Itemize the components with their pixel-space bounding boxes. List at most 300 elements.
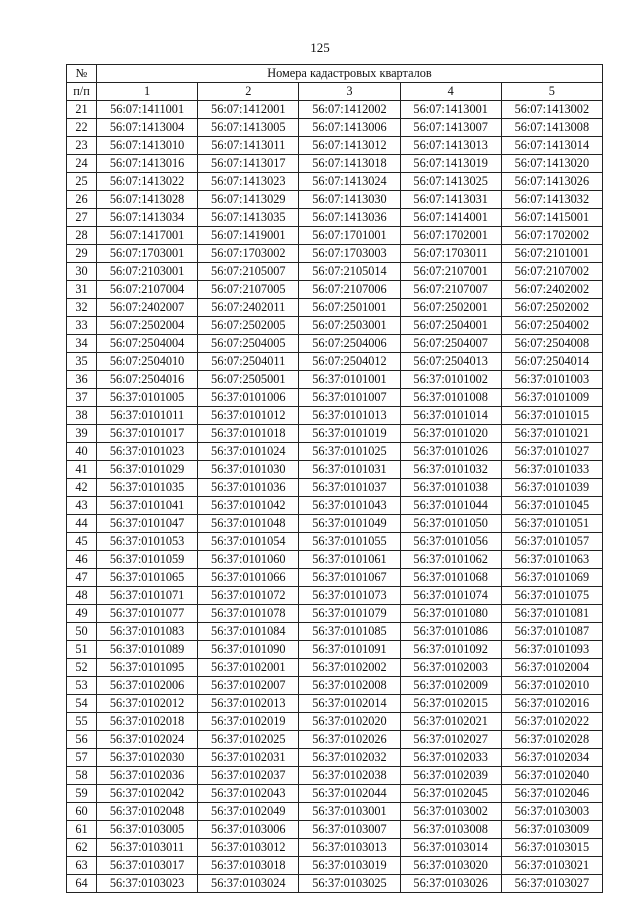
cadastral-quarter-cell: 56:37:0101027 (501, 443, 602, 461)
cadastral-quarter-cell: 56:07:1414001 (400, 209, 501, 227)
cadastral-quarter-cell: 56:07:2504001 (400, 317, 501, 335)
row-number: 45 (67, 533, 97, 551)
cadastral-quarter-cell: 56:37:0103015 (501, 839, 602, 857)
cadastral-quarter-cell: 56:37:0101049 (299, 515, 400, 533)
row-number: 58 (67, 767, 97, 785)
cadastral-quarter-cell: 56:37:0101085 (299, 623, 400, 641)
cadastral-quarter-cell: 56:37:0101024 (198, 443, 299, 461)
table-row (67, 551, 603, 569)
row-number: 59 (67, 785, 97, 803)
cadastral-quarter-cell: 56:37:0102012 (97, 695, 198, 713)
row-number: 54 (67, 695, 97, 713)
cadastral-quarter-cell: 56:37:0102021 (400, 713, 501, 731)
cadastral-quarter-cell: 56:07:1413026 (501, 173, 602, 191)
cadastral-quarter-cell: 56:37:0102010 (501, 677, 602, 695)
table-row (67, 425, 603, 443)
cadastral-quarter-cell: 56:07:2502005 (198, 317, 299, 335)
cadastral-quarter-cell: 56:37:0102040 (501, 767, 602, 785)
column-numbers-row (67, 83, 603, 101)
cadastral-quarter-cell: 56:37:0101045 (501, 497, 602, 515)
row-number: 29 (67, 245, 97, 263)
cadastral-quarter-cell: 56:37:0101065 (97, 569, 198, 587)
cadastral-quarter-cell: 56:37:0101059 (97, 551, 198, 569)
cadastral-quarter-cell: 56:07:2402011 (198, 299, 299, 317)
cadastral-quarter-cell: 56:37:0101007 (299, 389, 400, 407)
cadastral-quarter-cell: 56:37:0103018 (198, 857, 299, 875)
cadastral-quarter-cell: 56:37:0102026 (299, 731, 400, 749)
cadastral-quarter-cell: 56:37:0101012 (198, 407, 299, 425)
cadastral-quarter-cell: 56:37:0101079 (299, 605, 400, 623)
table-row (67, 137, 603, 155)
cadastral-quarter-cell: 56:37:0101006 (198, 389, 299, 407)
cadastral-quarter-cell: 56:37:0101087 (501, 623, 602, 641)
table-row (67, 839, 603, 857)
cadastral-quarter-cell: 56:37:0103012 (198, 839, 299, 857)
cadastral-quarter-cell: 56:07:2504004 (97, 335, 198, 353)
cadastral-quarter-cell: 56:37:0102027 (400, 731, 501, 749)
cadastral-quarter-cell: 56:37:0101081 (501, 605, 602, 623)
cadastral-quarter-cell: 56:37:0102004 (501, 659, 602, 677)
row-number: 50 (67, 623, 97, 641)
row-number: 64 (67, 875, 97, 893)
cadastral-quarter-cell: 56:07:1413012 (299, 137, 400, 155)
cadastral-quarter-cell: 56:07:2107005 (198, 281, 299, 299)
column-number: 5 (501, 83, 602, 101)
cadastral-quarter-cell: 56:07:2504002 (501, 317, 602, 335)
cadastral-quarter-cell: 56:37:0101039 (501, 479, 602, 497)
cadastral-quarter-cell: 56:07:2504014 (501, 353, 602, 371)
cadastral-quarter-cell: 56:37:0103002 (400, 803, 501, 821)
cadastral-quarter-cell: 56:07:2501001 (299, 299, 400, 317)
table-row (67, 317, 603, 335)
cadastral-quarter-cell: 56:37:0101069 (501, 569, 602, 587)
cadastral-quarter-cell: 56:37:0103026 (400, 875, 501, 893)
cadastral-quarter-cell: 56:37:0101089 (97, 641, 198, 659)
row-number: 63 (67, 857, 97, 875)
cadastral-quarter-cell: 56:37:0101090 (198, 641, 299, 659)
cadastral-quarter-cell: 56:07:1411001 (97, 101, 198, 119)
cadastral-quarter-cell: 56:37:0101008 (400, 389, 501, 407)
cadastral-quarter-cell: 56:37:0102036 (97, 767, 198, 785)
row-number: 51 (67, 641, 97, 659)
table-row (67, 875, 603, 893)
table-row (67, 263, 603, 281)
cadastral-quarter-cell: 56:07:1413016 (97, 155, 198, 173)
cadastral-quarter-cell: 56:37:0101026 (400, 443, 501, 461)
cadastral-quarter-cell: 56:37:0101020 (400, 425, 501, 443)
table-row (67, 803, 603, 821)
cadastral-quarter-cell: 56:07:2505001 (198, 371, 299, 389)
cadastral-quarter-cell: 56:37:0101072 (198, 587, 299, 605)
cadastral-quarter-cell: 56:07:1413036 (299, 209, 400, 227)
cadastral-quarter-cell: 56:07:1703003 (299, 245, 400, 263)
cadastral-quarter-cell: 56:37:0101068 (400, 569, 501, 587)
cadastral-quarter-cell: 56:37:0102001 (198, 659, 299, 677)
cadastral-quarter-cell: 56:07:1413011 (198, 137, 299, 155)
cadastral-quarter-cell: 56:37:0101061 (299, 551, 400, 569)
cadastral-quarter-cell: 56:37:0101091 (299, 641, 400, 659)
row-number: 32 (67, 299, 97, 317)
cadastral-quarter-cell: 56:07:1413004 (97, 119, 198, 137)
cadastral-quarter-cell: 56:37:0101063 (501, 551, 602, 569)
row-number: 47 (67, 569, 97, 587)
cadastral-quarter-cell: 56:37:0101011 (97, 407, 198, 425)
cadastral-quarter-cell: 56:07:1417001 (97, 227, 198, 245)
cadastral-quarter-cell: 56:07:1413022 (97, 173, 198, 191)
cadastral-quarter-cell: 56:07:1413001 (400, 101, 501, 119)
cadastral-quarter-cell: 56:07:2107001 (400, 263, 501, 281)
cadastral-quarter-cell: 56:37:0102033 (400, 749, 501, 767)
cadastral-quarter-cell: 56:37:0101084 (198, 623, 299, 641)
cadastral-quarter-cell: 56:07:1413013 (400, 137, 501, 155)
column-number: 3 (299, 83, 400, 101)
cadastral-quarter-cell: 56:07:1702002 (501, 227, 602, 245)
cadastral-quarter-cell: 56:37:0101030 (198, 461, 299, 479)
cadastral-quarter-cell: 56:07:2504011 (198, 353, 299, 371)
table-row (67, 569, 603, 587)
cadastral-quarter-cell: 56:07:1413008 (501, 119, 602, 137)
cadastral-quarter-cell: 56:07:1415001 (501, 209, 602, 227)
cadastral-quarter-cell: 56:37:0101002 (400, 371, 501, 389)
cadastral-quarter-cell: 56:07:1413006 (299, 119, 400, 137)
column-number: 4 (400, 83, 501, 101)
row-number: 62 (67, 839, 97, 857)
cadastral-quarter-cell: 56:37:0101092 (400, 641, 501, 659)
cadastral-quarter-cell: 56:07:2502004 (97, 317, 198, 335)
table-row (67, 587, 603, 605)
row-number: 60 (67, 803, 97, 821)
cadastral-quarter-cell: 56:37:0101017 (97, 425, 198, 443)
cadastral-quarter-cell: 56:37:0102008 (299, 677, 400, 695)
row-number: 33 (67, 317, 97, 335)
table-row (67, 767, 603, 785)
cadastral-quarter-cell: 56:37:0102003 (400, 659, 501, 677)
table-row (67, 155, 603, 173)
cadastral-quarter-cell: 56:37:0102013 (198, 695, 299, 713)
row-number: 56 (67, 731, 97, 749)
cadastral-quarter-cell: 56:37:0102048 (97, 803, 198, 821)
row-number: 27 (67, 209, 97, 227)
table-row (67, 695, 603, 713)
cadastral-quarter-cell: 56:07:2107004 (97, 281, 198, 299)
row-number: 31 (67, 281, 97, 299)
table-row (67, 497, 603, 515)
cadastral-quarter-cell: 56:37:0101078 (198, 605, 299, 623)
cadastral-quarter-cell: 56:37:0103017 (97, 857, 198, 875)
cadastral-quarter-cell: 56:07:1413024 (299, 173, 400, 191)
cadastral-quarter-cell: 56:07:1413030 (299, 191, 400, 209)
cadastral-quarter-cell: 56:37:0103011 (97, 839, 198, 857)
cadastral-quarter-cell: 56:07:1413014 (501, 137, 602, 155)
cadastral-quarter-cell: 56:37:0102016 (501, 695, 602, 713)
row-number: 21 (67, 101, 97, 119)
cadastral-quarter-cell: 56:37:0101062 (400, 551, 501, 569)
cadastral-quarter-cell: 56:37:0101029 (97, 461, 198, 479)
row-number: 26 (67, 191, 97, 209)
cadastral-quarter-cell: 56:07:2105014 (299, 263, 400, 281)
cadastral-quarter-cell: 56:37:0101001 (299, 371, 400, 389)
cadastral-quarter-cell: 56:37:0101041 (97, 497, 198, 515)
cadastral-quarter-cell: 56:37:0101031 (299, 461, 400, 479)
table-row (67, 389, 603, 407)
table-row (67, 353, 603, 371)
cadastral-quarter-cell: 56:37:0101038 (400, 479, 501, 497)
row-number: 37 (67, 389, 97, 407)
cadastral-quarter-cell: 56:37:0103014 (400, 839, 501, 857)
row-number: 53 (67, 677, 97, 695)
cadastral-quarter-cell: 56:07:1413028 (97, 191, 198, 209)
cadastral-quarter-cell: 56:37:0103006 (198, 821, 299, 839)
cadastral-quarter-cell: 56:37:0101044 (400, 497, 501, 515)
row-number: 38 (67, 407, 97, 425)
cadastral-quarter-cell: 56:37:0103009 (501, 821, 602, 839)
column-number: 2 (198, 83, 299, 101)
table-row (67, 173, 603, 191)
cadastral-quarter-cell: 56:07:1413023 (198, 173, 299, 191)
cadastral-quarter-cell: 56:37:0101048 (198, 515, 299, 533)
cadastral-quarter-cell: 56:37:0102002 (299, 659, 400, 677)
table-row (67, 533, 603, 551)
row-number: 30 (67, 263, 97, 281)
cadastral-quarter-cell: 56:37:0101009 (501, 389, 602, 407)
cadastral-quarter-cell: 56:37:0101055 (299, 533, 400, 551)
table-row (67, 623, 603, 641)
table-row (67, 461, 603, 479)
cadastral-quarter-cell: 56:07:2503001 (299, 317, 400, 335)
cadastral-quarter-cell: 56:07:2402002 (501, 281, 602, 299)
cadastral-quarter-cell: 56:37:0103023 (97, 875, 198, 893)
row-number: 42 (67, 479, 97, 497)
cadastral-quarter-cell: 56:07:1413017 (198, 155, 299, 173)
cadastral-quarter-cell: 56:07:2504013 (400, 353, 501, 371)
row-number: 49 (67, 605, 97, 623)
cadastral-quarter-cell: 56:37:0101021 (501, 425, 602, 443)
cadastral-quarter-cell: 56:37:0101071 (97, 587, 198, 605)
row-number: 44 (67, 515, 97, 533)
table-row (67, 857, 603, 875)
header-number: № (67, 65, 97, 83)
cadastral-quarter-cell: 56:07:2103001 (97, 263, 198, 281)
cadastral-quarter-cell: 56:07:2504008 (501, 335, 602, 353)
cadastral-quarter-cell: 56:37:0102045 (400, 785, 501, 803)
header-title: Номера кадастровых кварталов (97, 65, 603, 83)
cadastral-quarter-cell: 56:37:0102049 (198, 803, 299, 821)
cadastral-quarter-cell: 56:37:0101005 (97, 389, 198, 407)
table-row (67, 443, 603, 461)
cadastral-quarter-cell: 56:07:1702001 (400, 227, 501, 245)
cadastral-quarter-cell: 56:37:0101060 (198, 551, 299, 569)
cadastral-quarter-cell: 56:37:0103020 (400, 857, 501, 875)
row-number: 24 (67, 155, 97, 173)
cadastral-quarter-cell: 56:37:0101003 (501, 371, 602, 389)
cadastral-quarter-cell: 56:37:0103008 (400, 821, 501, 839)
cadastral-quarter-cell: 56:37:0101032 (400, 461, 501, 479)
table-body (67, 101, 603, 893)
cadastral-quarter-cell: 56:07:1413007 (400, 119, 501, 137)
cadastral-quarter-cell: 56:07:1412002 (299, 101, 400, 119)
cadastral-quarter-cell: 56:37:0101015 (501, 407, 602, 425)
cadastral-quarter-cell: 56:07:2502002 (501, 299, 602, 317)
cadastral-quarter-cell: 56:37:0101083 (97, 623, 198, 641)
table-row (67, 515, 603, 533)
cadastral-quarter-cell: 56:37:0102030 (97, 749, 198, 767)
cadastral-quarter-cell: 56:07:1413029 (198, 191, 299, 209)
cadastral-quarter-cell: 56:37:0102039 (400, 767, 501, 785)
cadastral-quarter-cell: 56:37:0101077 (97, 605, 198, 623)
cadastral-quarter-cell: 56:07:2402007 (97, 299, 198, 317)
table-row (67, 605, 603, 623)
cadastral-quarter-cell: 56:07:1413032 (501, 191, 602, 209)
cadastral-quarter-cell: 56:37:0103001 (299, 803, 400, 821)
cadastral-quarter-cell: 56:37:0102028 (501, 731, 602, 749)
cadastral-quarter-cell: 56:37:0101014 (400, 407, 501, 425)
cadastral-quarter-cell: 56:07:1701001 (299, 227, 400, 245)
cadastral-quarter-cell: 56:07:1413034 (97, 209, 198, 227)
cadastral-quarter-cell: 56:07:2107007 (400, 281, 501, 299)
cadastral-quarter-cell: 56:37:0101075 (501, 587, 602, 605)
row-number: 22 (67, 119, 97, 137)
cadastral-quarter-cell: 56:07:1413035 (198, 209, 299, 227)
cadastral-quarter-cell: 56:37:0101080 (400, 605, 501, 623)
cadastral-quarter-cell: 56:07:2107002 (501, 263, 602, 281)
table-row (67, 407, 603, 425)
cadastral-quarter-cell: 56:37:0103003 (501, 803, 602, 821)
cadastral-quarter-cell: 56:07:1413019 (400, 155, 501, 173)
row-number: 46 (67, 551, 97, 569)
cadastral-quarter-cell: 56:37:0102019 (198, 713, 299, 731)
row-number: 61 (67, 821, 97, 839)
cadastral-quarter-cell: 56:37:0102031 (198, 749, 299, 767)
cadastral-quarter-cell: 56:37:0102018 (97, 713, 198, 731)
cadastral-quarter-cell: 56:37:0101066 (198, 569, 299, 587)
cadastral-quarter-cell: 56:37:0101093 (501, 641, 602, 659)
table-row (67, 119, 603, 137)
cadastral-quarter-cell: 56:07:1703001 (97, 245, 198, 263)
cadastral-quarter-cell: 56:37:0101073 (299, 587, 400, 605)
cadastral-quarters-table (66, 64, 603, 893)
table-row (67, 749, 603, 767)
cadastral-quarter-cell: 56:37:0103021 (501, 857, 602, 875)
cadastral-quarter-cell: 56:07:2504010 (97, 353, 198, 371)
cadastral-quarter-cell: 56:37:0101050 (400, 515, 501, 533)
cadastral-quarter-cell: 56:37:0101067 (299, 569, 400, 587)
cadastral-quarter-cell: 56:07:1413010 (97, 137, 198, 155)
cadastral-quarter-cell: 56:37:0101054 (198, 533, 299, 551)
cadastral-quarter-cell: 56:37:0101056 (400, 533, 501, 551)
table-row (67, 371, 603, 389)
cadastral-quarter-cell: 56:07:1413031 (400, 191, 501, 209)
cadastral-quarter-cell: 56:37:0103005 (97, 821, 198, 839)
cadastral-quarter-cell: 56:07:2504005 (198, 335, 299, 353)
cadastral-quarter-cell: 56:07:1419001 (198, 227, 299, 245)
row-number: 55 (67, 713, 97, 731)
cadastral-quarter-cell: 56:37:0101023 (97, 443, 198, 461)
cadastral-quarter-cell: 56:37:0103013 (299, 839, 400, 857)
cadastral-quarter-cell: 56:37:0101033 (501, 461, 602, 479)
cadastral-quarter-cell: 56:37:0102037 (198, 767, 299, 785)
cadastral-quarter-cell: 56:37:0102015 (400, 695, 501, 713)
cadastral-quarter-cell: 56:37:0101047 (97, 515, 198, 533)
row-number: 36 (67, 371, 97, 389)
row-number: 34 (67, 335, 97, 353)
cadastral-quarter-cell: 56:37:0103019 (299, 857, 400, 875)
cadastral-quarter-cell: 56:37:0102009 (400, 677, 501, 695)
cadastral-quarter-cell: 56:37:0101042 (198, 497, 299, 515)
cadastral-quarter-cell: 56:07:2504007 (400, 335, 501, 353)
cadastral-quarter-cell: 56:37:0103027 (501, 875, 602, 893)
column-number: 1 (97, 83, 198, 101)
cadastral-quarter-cell: 56:37:0101074 (400, 587, 501, 605)
cadastral-quarter-cell: 56:37:0101018 (198, 425, 299, 443)
table-row (67, 191, 603, 209)
cadastral-quarter-cell: 56:37:0102022 (501, 713, 602, 731)
table-row (67, 335, 603, 353)
row-number: 35 (67, 353, 97, 371)
cadastral-quarter-cell: 56:07:1703002 (198, 245, 299, 263)
cadastral-quarter-cell: 56:37:0102006 (97, 677, 198, 695)
cadastral-quarter-cell: 56:37:0101086 (400, 623, 501, 641)
cadastral-quarter-cell: 56:07:1703011 (400, 245, 501, 263)
header-row (67, 65, 603, 83)
cadastral-quarter-cell: 56:37:0102034 (501, 749, 602, 767)
cadastral-quarter-cell: 56:37:0102043 (198, 785, 299, 803)
table-row (67, 299, 603, 317)
row-number: 39 (67, 425, 97, 443)
table-row (67, 713, 603, 731)
table-row (67, 785, 603, 803)
table-row (67, 281, 603, 299)
cadastral-quarter-cell: 56:37:0101095 (97, 659, 198, 677)
cadastral-quarter-cell: 56:07:1413018 (299, 155, 400, 173)
cadastral-quarter-cell: 56:07:2502001 (400, 299, 501, 317)
cadastral-quarter-cell: 56:37:0103025 (299, 875, 400, 893)
cadastral-quarter-cell: 56:37:0102038 (299, 767, 400, 785)
table-row (67, 659, 603, 677)
cadastral-quarter-cell: 56:07:1413020 (501, 155, 602, 173)
cadastral-quarter-cell: 56:37:0103007 (299, 821, 400, 839)
cadastral-quarter-cell: 56:37:0102046 (501, 785, 602, 803)
cadastral-quarter-cell: 56:07:1413025 (400, 173, 501, 191)
row-number: 41 (67, 461, 97, 479)
cadastral-quarter-cell: 56:07:1413002 (501, 101, 602, 119)
cadastral-quarter-cell: 56:07:2504012 (299, 353, 400, 371)
table-row (67, 245, 603, 263)
row-number: 23 (67, 137, 97, 155)
cadastral-quarter-cell: 56:37:0101057 (501, 533, 602, 551)
cadastral-quarter-cell: 56:37:0101036 (198, 479, 299, 497)
cadastral-quarter-cell: 56:37:0102014 (299, 695, 400, 713)
cadastral-quarter-cell: 56:07:2504006 (299, 335, 400, 353)
cadastral-quarter-cell: 56:07:2105007 (198, 263, 299, 281)
cadastral-quarter-cell: 56:37:0102007 (198, 677, 299, 695)
cadastral-quarter-cell: 56:37:0102020 (299, 713, 400, 731)
row-number: 57 (67, 749, 97, 767)
row-number: 52 (67, 659, 97, 677)
cadastral-quarter-cell: 56:07:1413005 (198, 119, 299, 137)
header-np: п/п (67, 83, 97, 101)
cadastral-quarter-cell: 56:37:0101051 (501, 515, 602, 533)
row-number: 48 (67, 587, 97, 605)
page-number: 125 (310, 40, 330, 55)
cadastral-quarter-cell: 56:37:0101053 (97, 533, 198, 551)
cadastral-quarter-cell: 56:07:1412001 (198, 101, 299, 119)
table-row (67, 731, 603, 749)
table-row (67, 641, 603, 659)
table-row (67, 821, 603, 839)
cadastral-quarter-cell: 56:37:0102024 (97, 731, 198, 749)
cadastral-quarter-cell: 56:37:0102044 (299, 785, 400, 803)
cadastral-quarter-cell: 56:37:0102025 (198, 731, 299, 749)
